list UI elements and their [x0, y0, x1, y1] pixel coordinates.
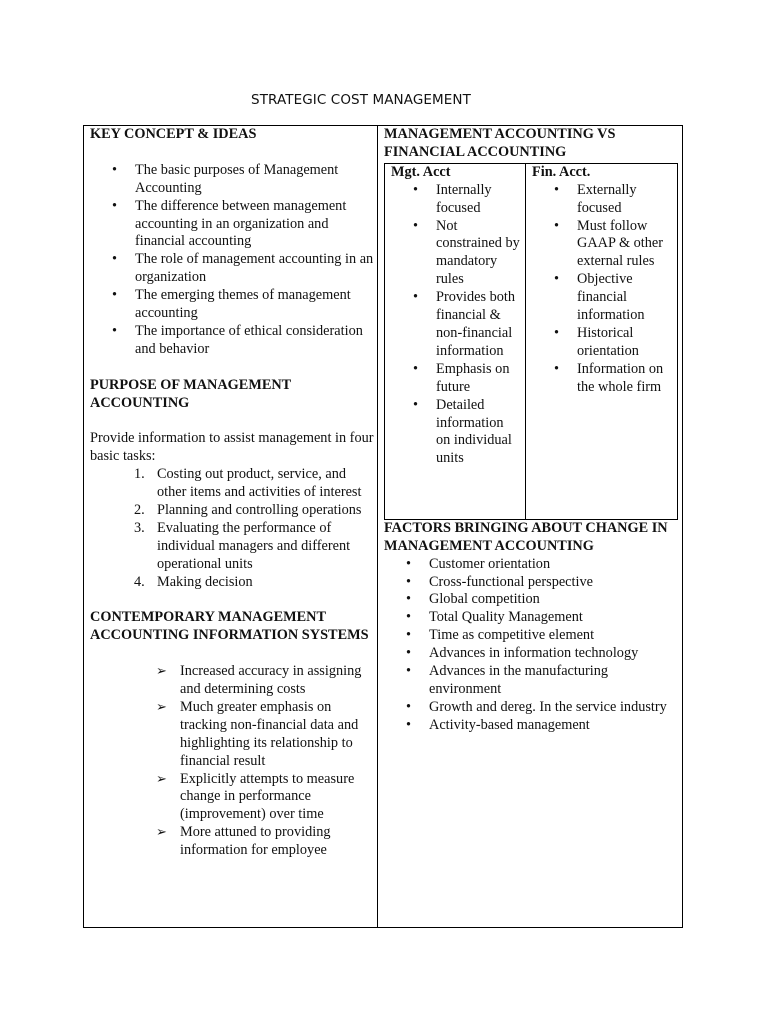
left-column: [90, 126, 374, 927]
list-item: • Not constrained by mandatory rules: [391, 218, 521, 290]
list-item: • Activity-based management: [384, 717, 678, 735]
column-divider: [377, 126, 378, 927]
list-item: [90, 574, 374, 592]
factors-list: [384, 556, 678, 735]
list-item: • Advances in information technology: [384, 645, 678, 663]
key-concept-heading: KEY CONCEPT & IDEAS: [90, 126, 257, 142]
list-item: • Cross-functional perspective: [384, 574, 678, 592]
list-item: • Advances in the manufacturing environment: [384, 663, 678, 699]
list-item: • The importance of ethical consideration and behavior: [90, 323, 374, 359]
purpose-task-list: [90, 466, 374, 591]
fin-acct-heading: Fin. Acct.: [532, 163, 591, 180]
list-number: 4.: [134, 573, 145, 590]
list-text: More attuned to providing information for employee: [180, 824, 331, 859]
comparison-divider: [525, 164, 526, 519]
list-item: • Emphasis on future: [391, 361, 521, 397]
list-item: [90, 824, 374, 860]
list-item: [90, 466, 374, 502]
list-item: [90, 663, 374, 699]
list-text: Increased accuracy in assigning and determining costs: [180, 663, 362, 698]
comparison-table: [384, 163, 678, 520]
list-item: [90, 771, 374, 825]
list-item: • Externally focused: [532, 182, 674, 218]
list-item: • Time as competitive element: [384, 627, 678, 645]
list-number: 3.: [134, 519, 145, 536]
arrow-bullet-icon: ➢: [156, 771, 167, 787]
list-text: Evaluating the performance of individual managers and different operational units: [157, 519, 351, 572]
list-item: [90, 520, 374, 574]
vs-heading: MANAGEMENT ACCOUNTING VS FINANCIAL ACCOUNTING: [384, 126, 616, 160]
purpose-heading: PURPOSE OF MANAGEMENT ACCOUNTING: [90, 376, 291, 411]
list-item: • Customer orientation: [384, 556, 678, 574]
arrow-bullet-icon: ➢: [156, 664, 167, 680]
list-text: Planning and controlling operations: [157, 501, 362, 518]
list-text: Making decision: [157, 573, 253, 590]
factors-heading: FACTORS BRINGING ABOUT CHANGE IN MANAGEMENT ACCOUNTING: [384, 519, 668, 554]
contemporary-list: [90, 663, 374, 860]
contemporary-heading: CONTEMPORARY MANAGEMENT ACCOUNTING INFORMATION SYSTEMS: [90, 609, 369, 644]
list-text: Much greater emphasis on tracking non-financial data and highlighting its relationship to financial result: [180, 698, 359, 769]
list-item: • Growth and dereg. In the service industry: [384, 699, 678, 717]
list-text: Explicitly attempts to measure change in performance (improvement) over time: [180, 770, 355, 823]
list-item: • Global competition: [384, 591, 678, 609]
list-item: • The difference between management accounting in an organization and financial accounting: [90, 198, 374, 252]
key-concept-list: [90, 162, 374, 359]
list-item: • Information on the whole firm: [532, 361, 674, 397]
arrow-bullet-icon: ➢: [156, 825, 167, 841]
list-item: • The emerging themes of management accounting: [90, 287, 374, 323]
list-item: [90, 699, 374, 771]
list-item: • Historical orientation: [532, 325, 674, 361]
purpose-intro: Provide information to assist management in four basic tasks:: [90, 430, 374, 465]
mgt-acct-list: [391, 182, 521, 469]
mgt-acct-column: [391, 164, 521, 468]
fin-acct-list: [532, 182, 674, 397]
list-number: 1.: [134, 466, 145, 483]
list-item: • The role of management accounting in an organization: [90, 251, 374, 287]
list-item: • Internally focused: [391, 182, 521, 218]
list-item: • Must follow GAAP & other external rules: [532, 218, 674, 272]
fin-acct-column: [532, 164, 674, 397]
right-column: [384, 126, 678, 927]
mgt-acct-heading: Mgt. Acct: [391, 163, 451, 180]
list-item: • Provides both financial & non-financial information: [391, 289, 521, 361]
list-item: • Total Quality Management: [384, 609, 678, 627]
list-item: • The basic purposes of Management Accounting: [90, 162, 374, 198]
arrow-bullet-icon: ➢: [156, 699, 167, 715]
content-table: [83, 125, 683, 928]
list-text: Costing out product, service, and other items and activities of interest: [157, 466, 362, 501]
list-number: 2.: [134, 501, 145, 518]
list-item: • Objective financial information: [532, 271, 674, 325]
list-item: [90, 502, 374, 520]
page-title: STRATEGIC COST MANAGEMENT: [251, 92, 471, 108]
list-item: • Detailed information on individual units: [391, 397, 521, 469]
